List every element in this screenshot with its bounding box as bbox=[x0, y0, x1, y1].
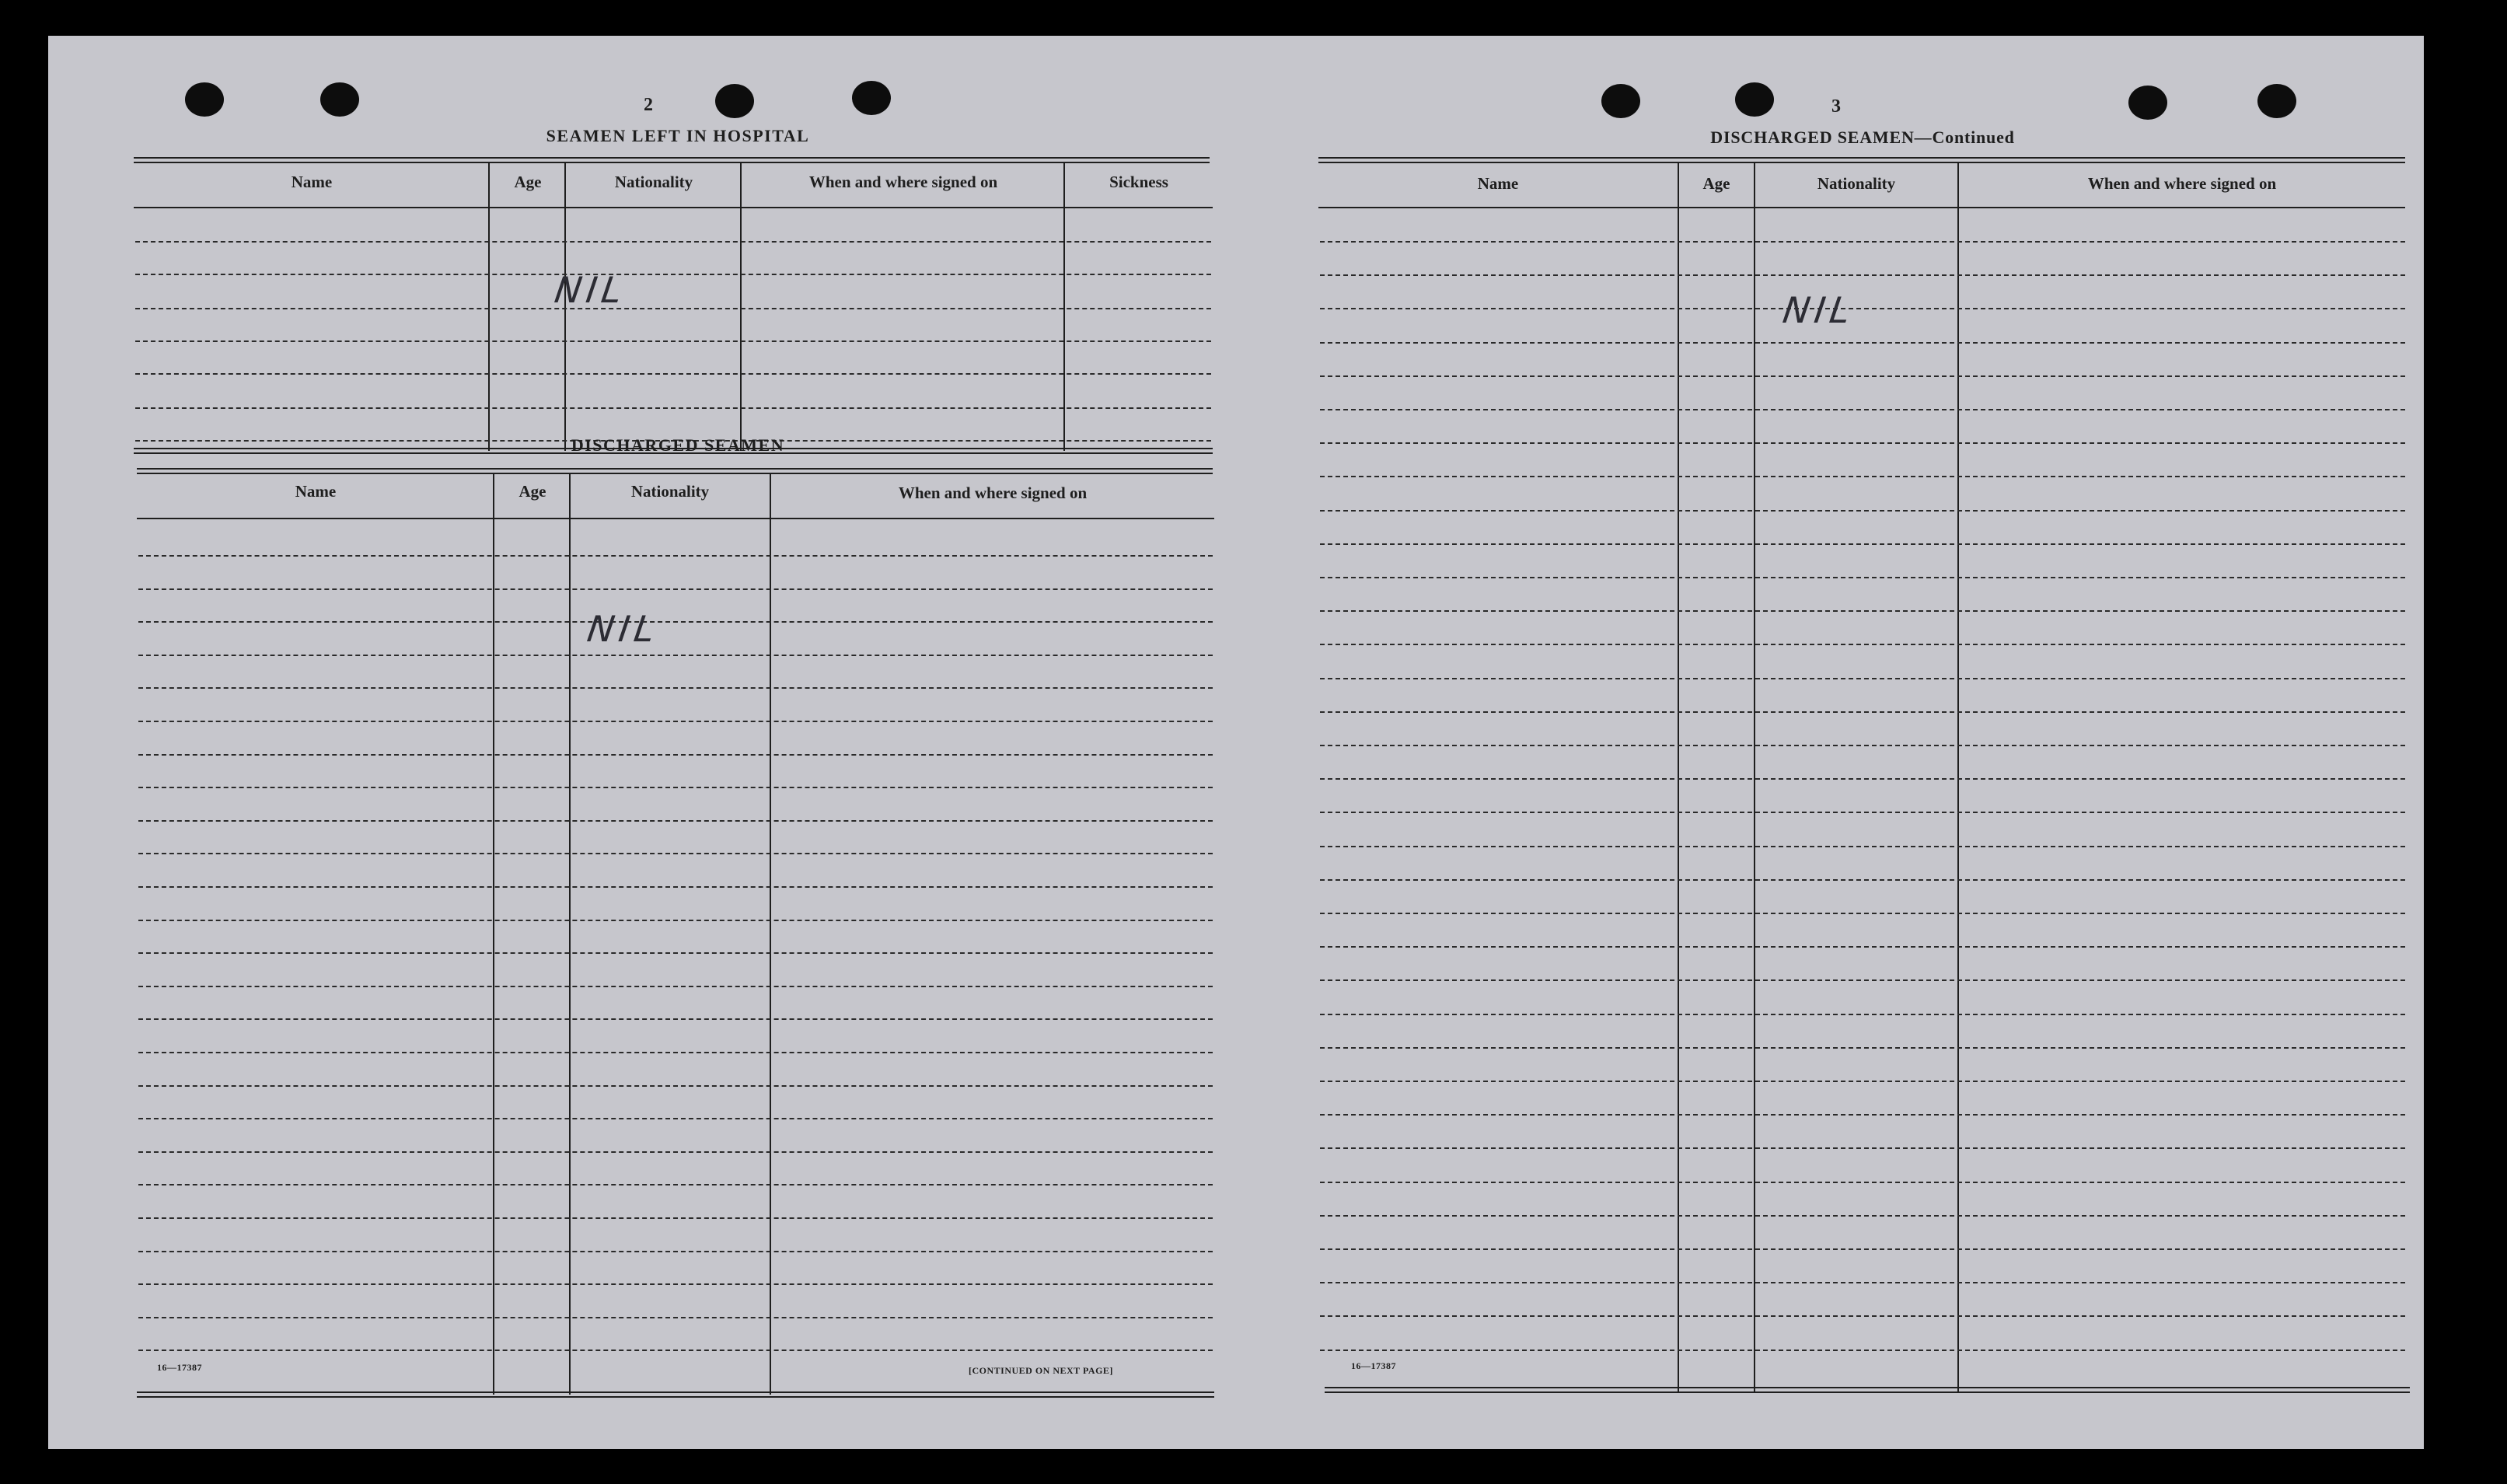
discharged-section-title: DISCHARGED SEAMEN bbox=[571, 435, 785, 455]
ruled-line bbox=[1320, 375, 2405, 377]
ruled-line bbox=[138, 1184, 1213, 1185]
ruled-line bbox=[1320, 1014, 2405, 1015]
ruled-line bbox=[138, 1283, 1213, 1285]
col-header-nationality: Nationality bbox=[614, 173, 693, 191]
col-header-name: Name bbox=[295, 482, 337, 501]
ruled-line bbox=[138, 655, 1213, 656]
ruled-line bbox=[1320, 1282, 2405, 1283]
ruled-line bbox=[1320, 1047, 2405, 1049]
col-header-name: Name bbox=[1477, 174, 1519, 193]
ruled-line bbox=[1320, 610, 2405, 612]
handwritten-nil: NIL bbox=[552, 269, 630, 311]
form-number-left: 16—17387 bbox=[157, 1362, 202, 1373]
ruled-line bbox=[1320, 644, 2405, 645]
ruled-line bbox=[138, 1085, 1213, 1087]
col-header-name: Name bbox=[291, 173, 333, 191]
ruled-line bbox=[1320, 442, 2405, 444]
ruled-line bbox=[138, 1251, 1213, 1252]
ruled-line bbox=[138, 687, 1213, 689]
ruled-line bbox=[138, 754, 1213, 756]
handwritten-nil: NIL bbox=[1780, 289, 1858, 331]
col-header-signed-on: When and where signed on bbox=[898, 484, 1088, 502]
ruled-line bbox=[138, 621, 1213, 623]
ruled-line bbox=[1320, 1248, 2405, 1250]
ruled-line bbox=[138, 1217, 1213, 1219]
ruled-line bbox=[1320, 510, 2405, 512]
ruled-line bbox=[138, 588, 1213, 590]
ruled-line bbox=[1320, 1215, 2405, 1217]
ruled-line bbox=[1320, 812, 2405, 813]
col-header-nationality: Nationality bbox=[1817, 174, 1896, 193]
ruled-line bbox=[1320, 543, 2405, 545]
ruled-line bbox=[138, 820, 1213, 822]
punch-hole bbox=[185, 82, 224, 117]
page-number-right: 3 bbox=[1831, 96, 1841, 117]
ruled-line bbox=[138, 1317, 1213, 1318]
punch-hole bbox=[320, 82, 359, 117]
ruled-line bbox=[138, 986, 1213, 987]
ruled-line bbox=[1320, 979, 2405, 981]
right-section-title: DISCHARGED SEAMEN—Continued bbox=[1710, 127, 2015, 147]
punch-hole bbox=[2128, 86, 2167, 120]
ruled-line bbox=[138, 1118, 1213, 1119]
ruled-line bbox=[1320, 1081, 2405, 1082]
ruled-line bbox=[1320, 308, 2405, 309]
ruled-line bbox=[1320, 678, 2405, 679]
ruled-line bbox=[138, 853, 1213, 854]
ruled-line bbox=[1320, 946, 2405, 948]
ruled-line bbox=[1320, 1315, 2405, 1317]
col-header-nationality: Nationality bbox=[630, 482, 710, 501]
hospital-section-title: SEAMEN LEFT IN HOSPITAL bbox=[546, 126, 810, 145]
ruled-line bbox=[138, 886, 1213, 888]
ruled-line bbox=[1320, 409, 2405, 410]
ruled-line bbox=[138, 920, 1213, 921]
ruled-line bbox=[138, 721, 1213, 722]
page-number-left: 2 bbox=[644, 95, 653, 115]
ruled-line bbox=[138, 952, 1213, 954]
ruled-line bbox=[138, 1151, 1213, 1153]
document-sheet bbox=[48, 36, 2424, 1449]
ruled-line bbox=[138, 787, 1213, 788]
col-header-age: Age bbox=[514, 173, 542, 191]
col-header-age: Age bbox=[1702, 174, 1730, 193]
col-header-signed-on: When and where signed on bbox=[808, 173, 998, 191]
ruled-line bbox=[1320, 745, 2405, 746]
ruled-line bbox=[1320, 846, 2405, 847]
ruled-line bbox=[1320, 778, 2405, 780]
handwritten-nil: NIL bbox=[585, 608, 662, 650]
ruled-line bbox=[1320, 577, 2405, 578]
ruled-line bbox=[1320, 1350, 2405, 1351]
ruled-line bbox=[138, 1018, 1213, 1020]
col-header-signed-on: When and where signed on bbox=[2087, 174, 2277, 193]
ruled-line bbox=[138, 555, 1213, 557]
punch-hole bbox=[1735, 82, 1774, 117]
punch-hole bbox=[2257, 84, 2296, 118]
punch-hole bbox=[852, 81, 891, 115]
ruled-line bbox=[1320, 342, 2405, 344]
punch-hole bbox=[715, 84, 754, 118]
form-number-right: 16—17387 bbox=[1351, 1360, 1396, 1371]
punch-hole bbox=[1601, 84, 1640, 118]
ruled-line bbox=[1320, 913, 2405, 914]
col-header-age: Age bbox=[519, 482, 546, 501]
ruled-line bbox=[1320, 1114, 2405, 1116]
col-header-sickness: Sickness bbox=[1109, 173, 1168, 191]
ruled-line bbox=[138, 1350, 1213, 1351]
ruled-line bbox=[138, 1052, 1213, 1053]
ruled-line bbox=[1320, 241, 2405, 243]
ruled-line bbox=[1320, 1147, 2405, 1149]
ruled-line bbox=[1320, 274, 2405, 276]
continued-note: [CONTINUED ON NEXT PAGE] bbox=[969, 1365, 1113, 1376]
ruled-line bbox=[1320, 476, 2405, 477]
ruled-line bbox=[1320, 1182, 2405, 1183]
ruled-line bbox=[1320, 879, 2405, 881]
ruled-line bbox=[1320, 711, 2405, 713]
